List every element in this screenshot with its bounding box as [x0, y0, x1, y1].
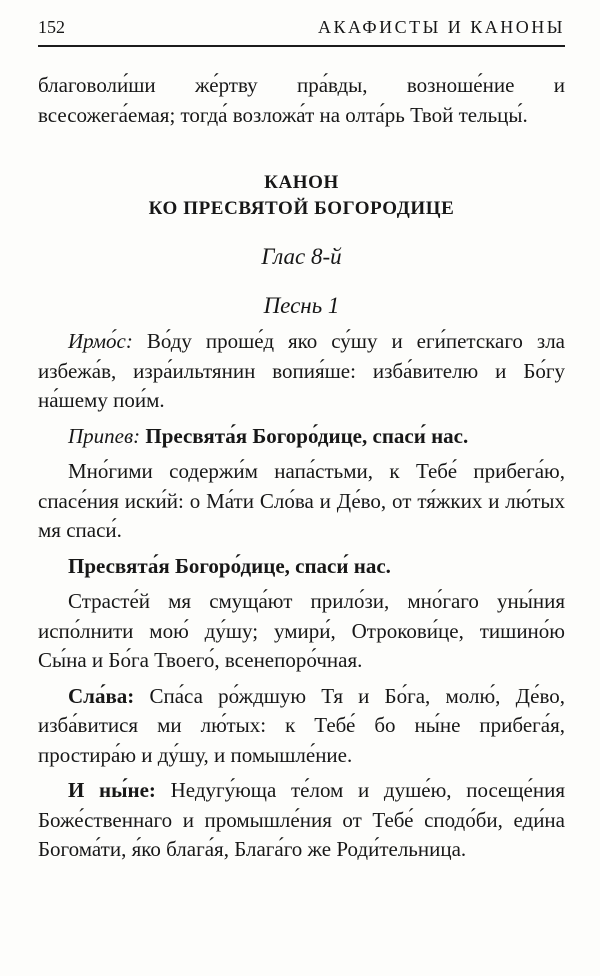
page-number: 152: [38, 17, 65, 37]
slava-paragraph: [38, 682, 565, 771]
pripev-label: Припев:: [68, 423, 141, 448]
pripev-text: Пресвята́я Богоро́дице, спаси́ нас.: [145, 423, 469, 448]
slava-label: Сла́ва:: [68, 683, 135, 708]
page-header: [38, 16, 565, 38]
inyne-text: Недугу́юща те́лом и душе́ю, посеще́ния Боже́ственнаго и промышле́ния от Тебе́ сподо́би, еди́на Богома́ти, я́ко блага́я, Блага́го же Роди́тельница.: [38, 778, 565, 861]
irmos-label: Ирмо́с:: [68, 329, 133, 353]
irmos-text: Во́ду проше́д яко су́шу и еги́петскаго зла избежа́в, изра́ильтянин вопия́ше: изба́вителю и Бо́гу на́шему пои́м.: [38, 329, 566, 412]
canon-title-line2: КО ПРЕСВЯТОЙ БОГОРОДИЦЕ: [148, 198, 455, 219]
irmos-paragraph: [38, 327, 565, 416]
troparion-1: Мно́гими содержи́м напа́стьми, к Тебе́ прибега́ю, спасе́ния иски́й: о Ма́ти Сло́ва и Де́во, от тя́жких и лю́тых мя спаси́.: [38, 459, 565, 542]
page-body: [38, 71, 565, 865]
header-rule: [38, 45, 565, 47]
slava-text: Спа́са ро́ждшую Тя и Бо́га, молю́, Де́во, изба́витися ми лю́тых: к Тебе́ бо ны́не прибега́я, простира́ю и ду́шу, и помышле́ние.: [38, 683, 565, 767]
pripev-line: [38, 422, 565, 452]
continuation-paragraph: благоволи́ши же́ртву пра́вды, возноше́ние и всесожега́емая; тогда́ возложа́т на олта́рь Твой тельцы́.: [38, 73, 565, 127]
running-head: АКАФИСТЫ И КАНОНЫ: [318, 17, 565, 37]
canon-title: [38, 170, 565, 222]
refrain-line: Пресвята́я Богоро́дице, спаси́ нас.: [68, 553, 391, 578]
inyne-paragraph: [38, 776, 565, 865]
glas-heading: Глас 8-й: [261, 244, 342, 269]
troparion-2: Страсте́й мя смуща́ют прило́зи, мно́гаго уны́ния испо́лнити мою́ ду́шу; умири́, Отрокови́це, тишино́ю Сы́на и Бо́га Твоего́, всенепоро́чная.: [38, 589, 565, 672]
inyne-label: И ны́не:: [68, 778, 156, 802]
pesn-heading: Песнь 1: [263, 293, 340, 318]
canon-title-line1: КАНОН: [264, 172, 339, 193]
